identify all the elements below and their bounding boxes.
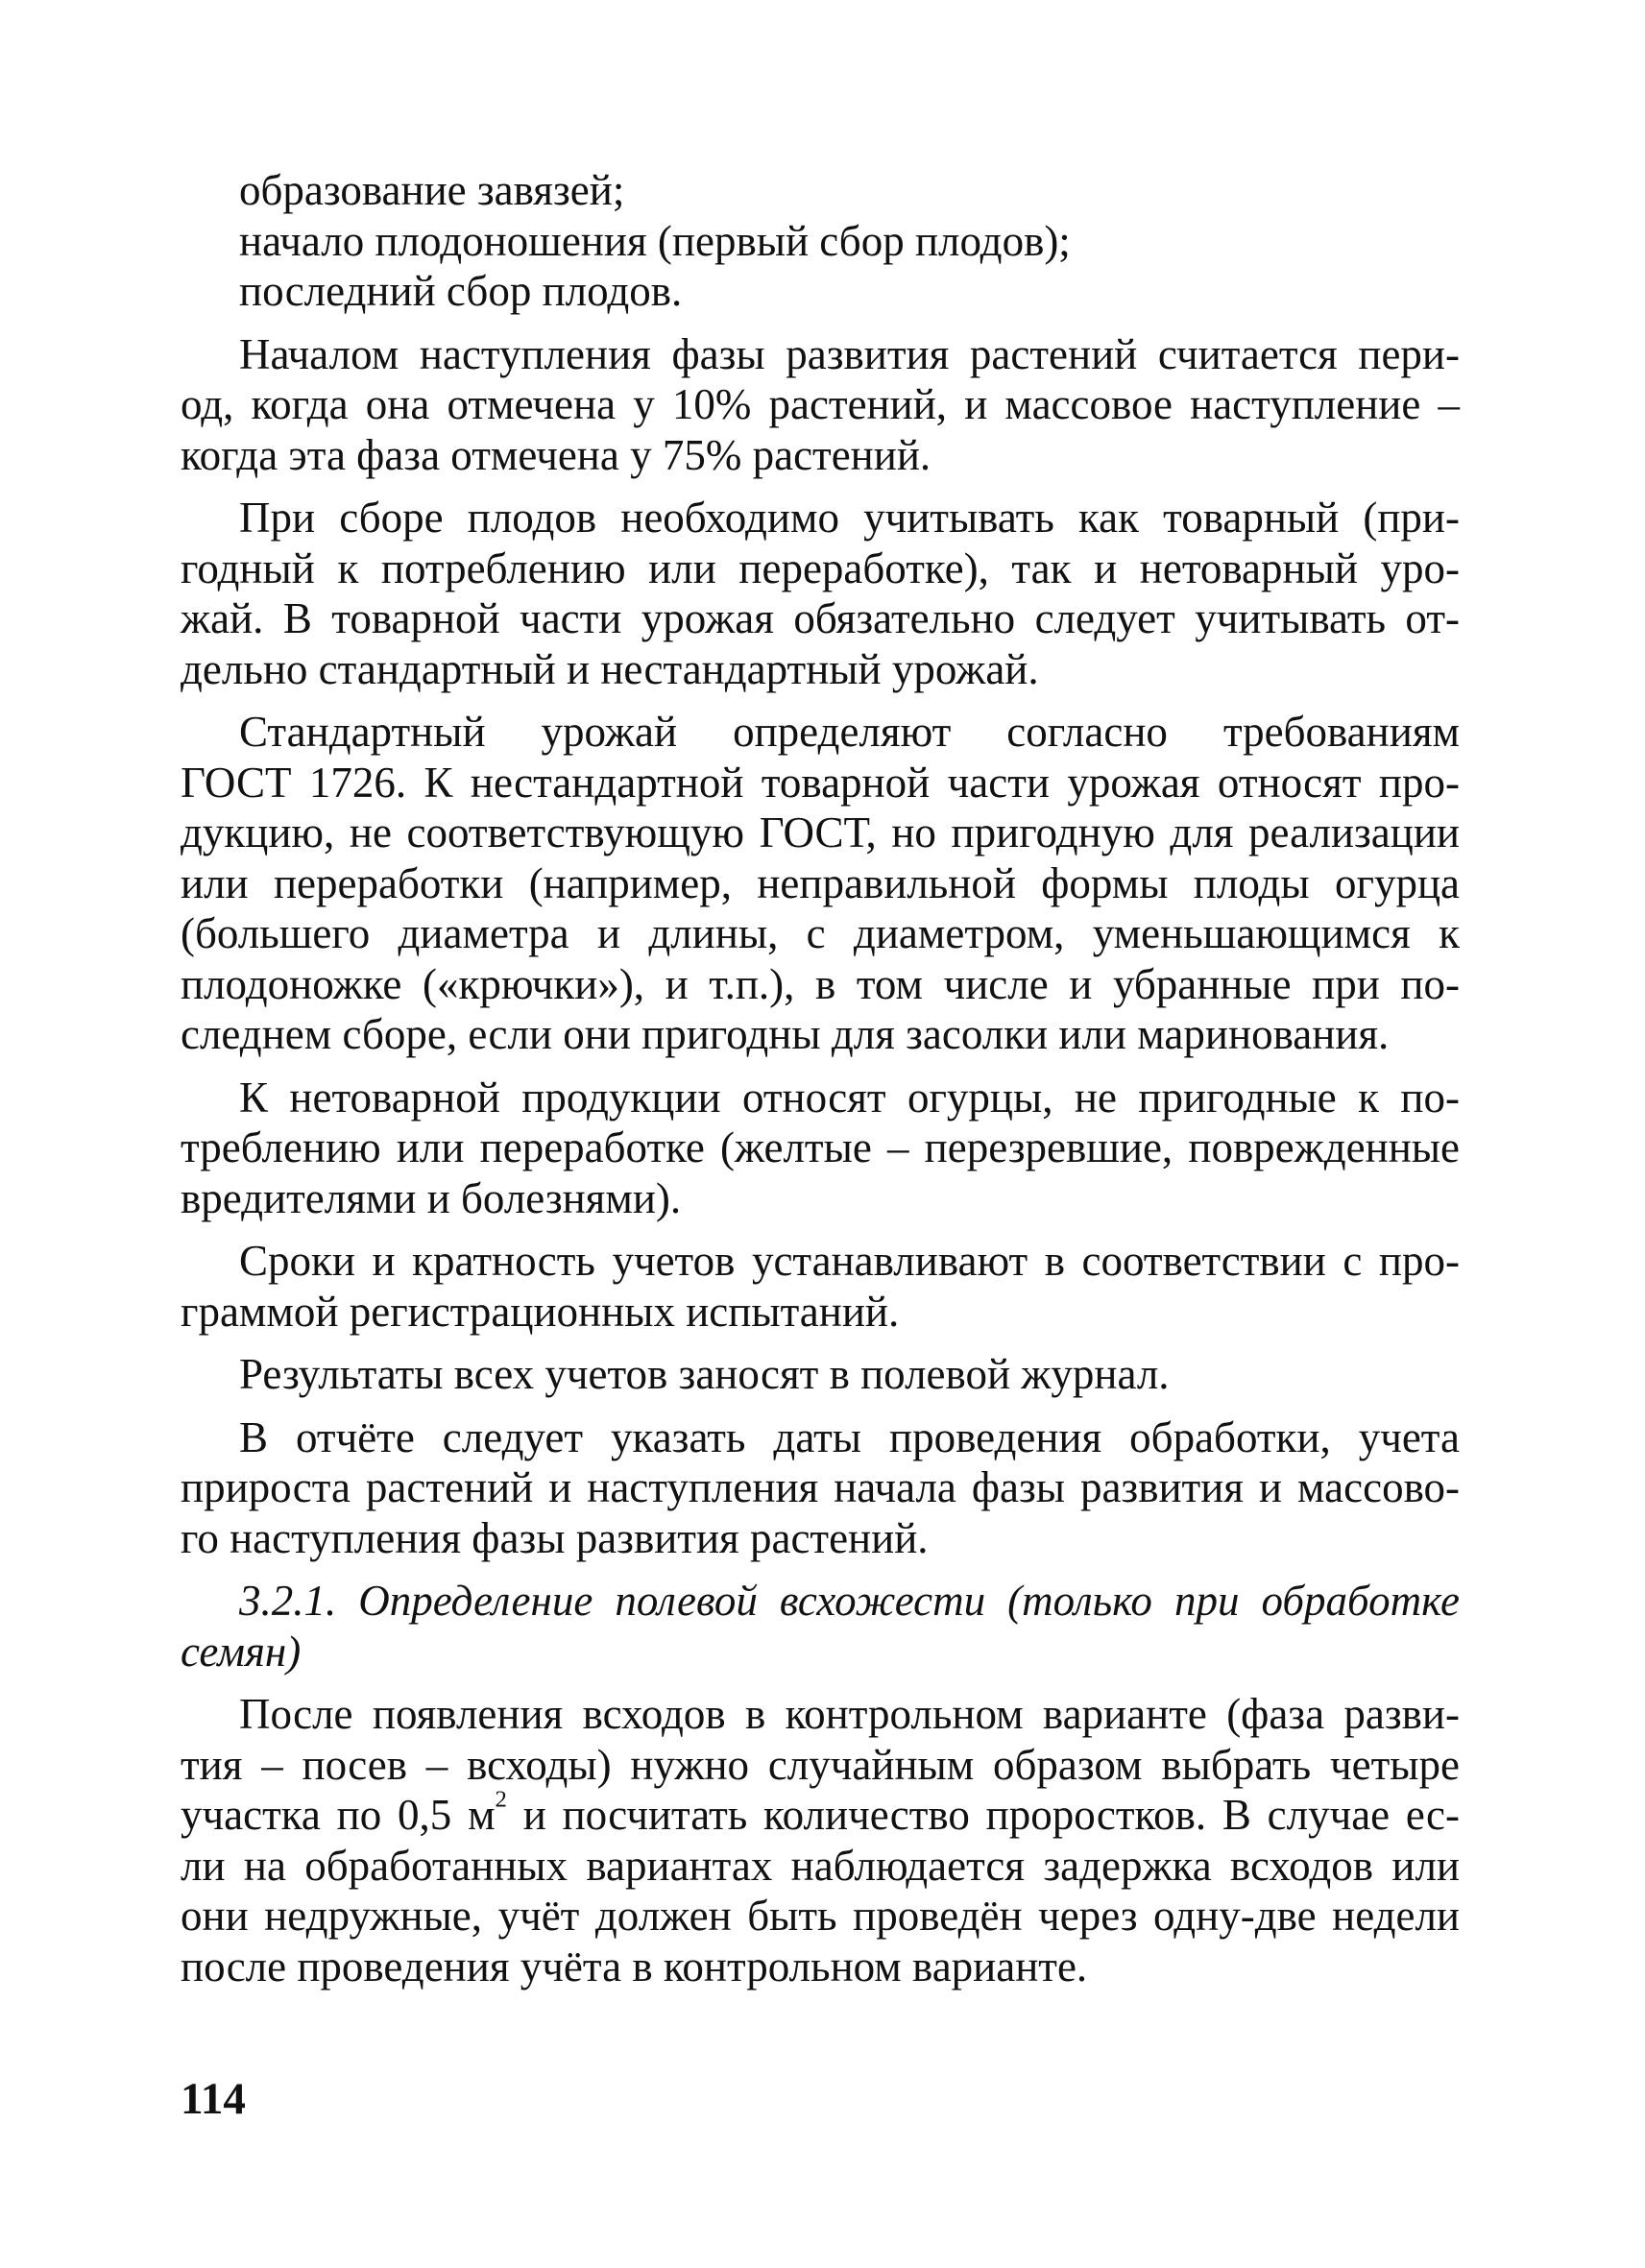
paragraph-report xyxy=(181,1412,1460,1564)
text-line: В отчёте следует указать даты проведения обработки, учета xyxy=(239,1412,1460,1461)
text-line: или переработки (например, неправильной формы плоды огурца xyxy=(181,858,1460,907)
text-line: ли на обработанных вариантах наблюдается задержка всходов или xyxy=(181,1841,1460,1890)
superscript-exponent: 2 xyxy=(495,1786,507,1813)
paragraph-timing xyxy=(181,1236,1460,1337)
body-text xyxy=(181,165,1460,1991)
page-number: 114 xyxy=(181,2074,246,2124)
text-line: треблению или переработке (желтые – перезревшие, поврежденные xyxy=(181,1123,1460,1171)
list-item: начало плодоношения (первый сбор плодов); xyxy=(239,216,1071,265)
text-line: когда эта фаза отмечена у 75% растений. xyxy=(181,430,931,479)
section-heading xyxy=(181,1576,1460,1677)
text-line: тия – посев – всходы) нужно случайным образом выбрать четыре xyxy=(181,1740,1460,1789)
text-line: граммой регистрационных испытаний. xyxy=(181,1287,900,1336)
text-line: При сборе плодов необходимо учитывать как товарный (при- xyxy=(239,494,1460,542)
paragraph-harvest-accounting xyxy=(181,493,1460,694)
phase-list xyxy=(181,165,1460,317)
text-line: жай. В товарной части урожая обязательно следует учитывать от- xyxy=(181,594,1460,642)
paragraph-standard-yield xyxy=(181,707,1460,1060)
text-fragment: и посчитать количество проростков. В случае ес- xyxy=(506,1791,1460,1839)
heading-line: 3.2.1. Определение полевой всхожести (только при обработке xyxy=(239,1577,1460,1625)
text-line: ГОСТ 1726. К нестандартной товарной части урожая относят про- xyxy=(181,758,1460,807)
text-line: они недружные, учёт должен быть проведён через одну-две недели xyxy=(181,1892,1460,1940)
text-line: (большего диаметра и длины, с диаметром, уменьшающимся к xyxy=(181,909,1460,957)
text-line: го наступления фазы развития растений. xyxy=(181,1513,929,1562)
text-line-with-superscript xyxy=(181,1786,1460,1841)
list-item: образование завязей; xyxy=(239,166,625,214)
heading-line: семян) xyxy=(181,1627,302,1676)
text-line: Результаты всех учетов заносят в полевой журнал. xyxy=(239,1350,1170,1398)
text-line: прироста растений и наступления начала фазы развития и массово- xyxy=(181,1463,1460,1511)
text-line: вредителями и болезнями). xyxy=(181,1173,682,1222)
text-line: годный к потреблению или переработке), так и нетоварный уро- xyxy=(181,543,1460,592)
text-line: дельно стандартный и нестандартный урожай. xyxy=(181,644,1039,693)
text-line: Началом наступления фазы развития растений считается пери- xyxy=(239,329,1460,378)
paragraph-phase-onset xyxy=(181,329,1460,481)
text-line: плодоножке («крючки»), и т.п.), в том числе и убранные при по- xyxy=(181,959,1460,1008)
text-line: К нетоварной продукции относят огурцы, не пригодные к по- xyxy=(239,1073,1460,1122)
text-line: Стандартный урожай определяют согласно требованиям xyxy=(239,708,1460,756)
text-fragment: участка по 0,5 м xyxy=(181,1791,496,1839)
text-line: После появления всходов в контрольном варианте (фаза разви- xyxy=(239,1690,1460,1738)
paragraph-non-marketable xyxy=(181,1073,1460,1224)
text-line: Сроки и кратность учетов устанавливают в соответствии с про- xyxy=(239,1237,1460,1285)
text-line: следнем сборе, если они пригодны для засолки или маринования. xyxy=(181,1010,1390,1058)
text-line: дукцию, не соответствующую ГОСТ, но пригодную для реализации xyxy=(181,808,1460,857)
paragraph-field-journal xyxy=(181,1349,1460,1400)
text-line: после проведения учёта в контрольном варианте. xyxy=(181,1942,1088,1991)
text-line: од, когда она отмечена у 10% растений, и массовое наступление – xyxy=(181,380,1460,428)
list-item: последний сбор плодов. xyxy=(239,267,683,315)
paragraph-germination xyxy=(181,1689,1460,1991)
